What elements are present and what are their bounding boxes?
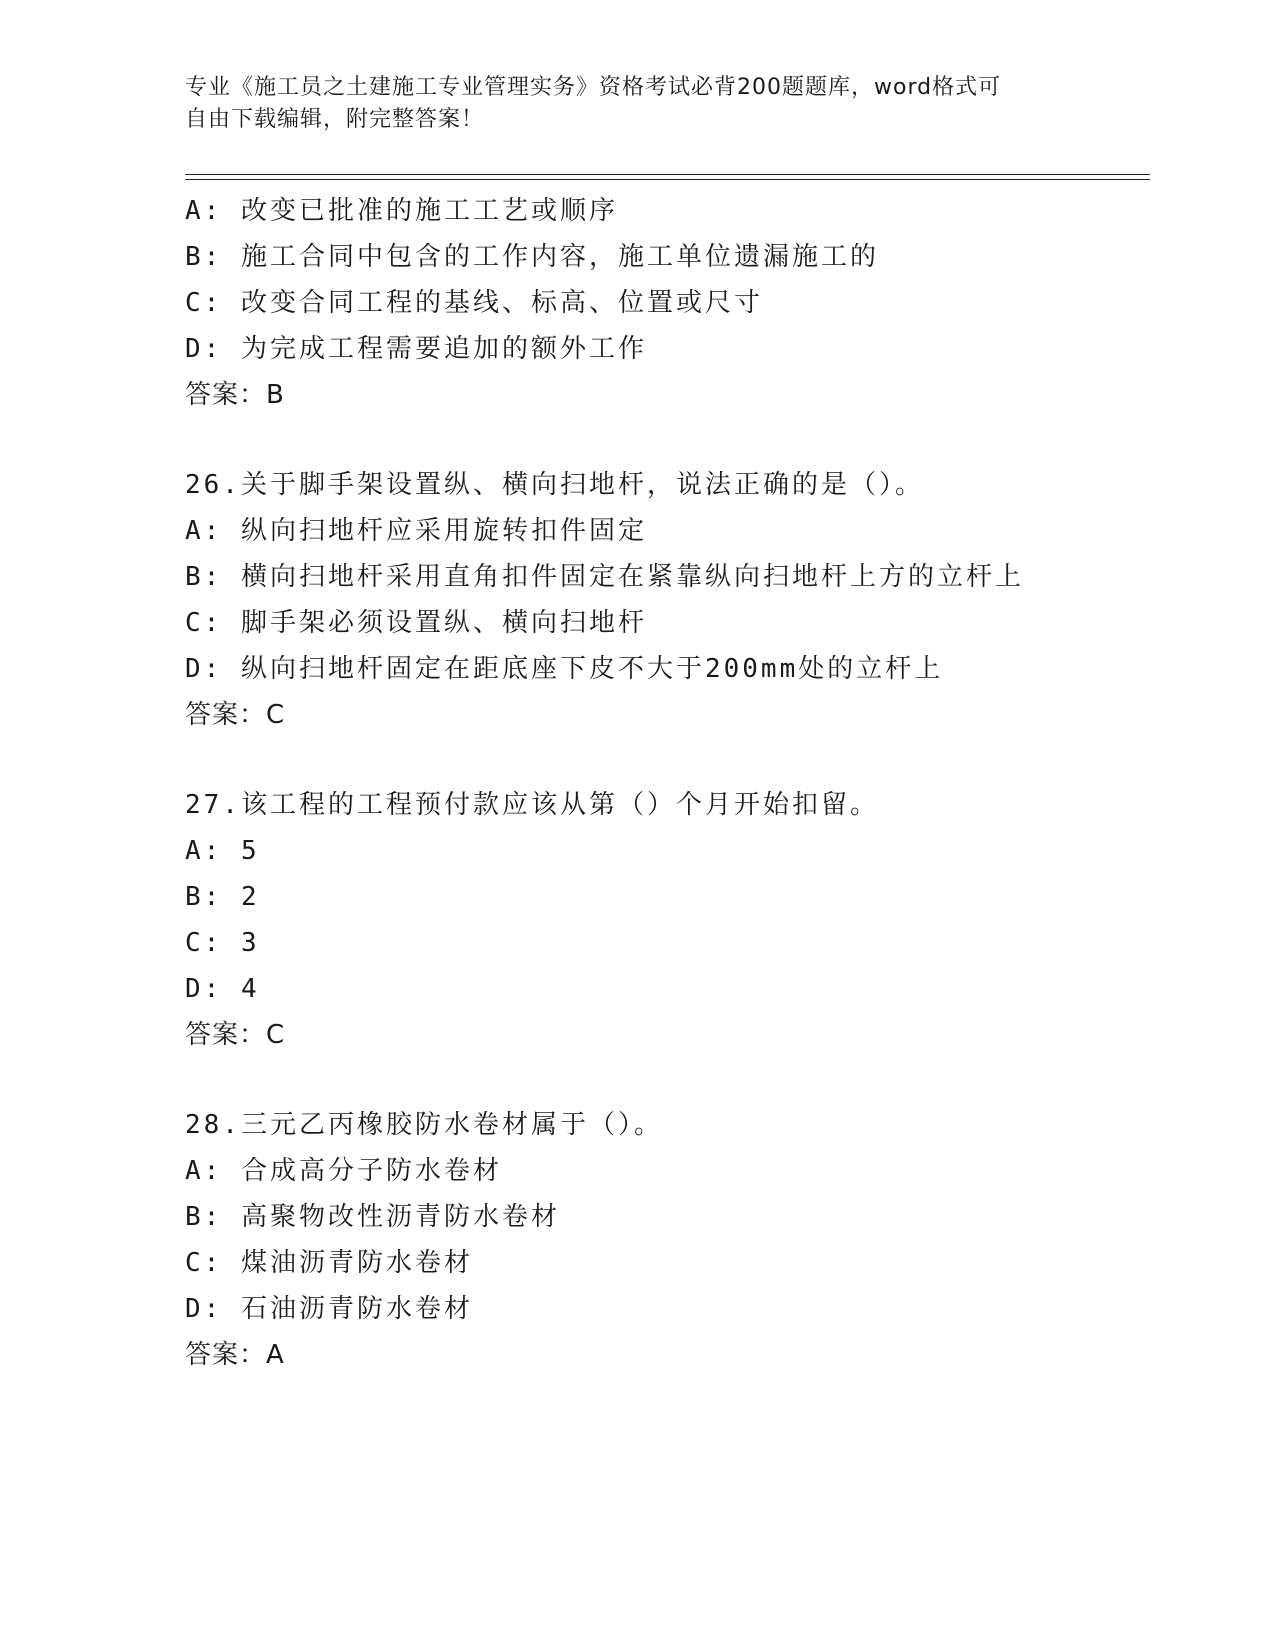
spacer	[185, 738, 1150, 782]
option-a: A: 改变已批准的施工工艺或顺序	[185, 196, 618, 226]
answer: 答案：B	[185, 380, 285, 410]
option-c: C: 3	[185, 928, 260, 958]
spacer	[185, 1058, 1150, 1102]
option-d: D: 石油沥青防水卷材	[185, 1294, 473, 1324]
answer: 答案：C	[185, 700, 286, 730]
option-b: B: 横向扫地杆采用直角扣件固定在紧靠纵向扫地杆上方的立杆上	[185, 562, 1024, 592]
question-28	[185, 1102, 1150, 1378]
option-c: C: 脚手架必须设置纵、横向扫地杆	[185, 608, 647, 638]
question-27	[185, 782, 1150, 1058]
option-c: C: 煤油沥青防水卷材	[185, 1248, 473, 1278]
option-b: B: 2	[185, 882, 260, 912]
header-rule-bottom	[185, 179, 1150, 180]
question-stem: 26.关于脚手架设置纵、横向扫地杆，说法正确的是（）。	[185, 470, 924, 500]
header-rule-top	[185, 174, 1150, 175]
spacer	[185, 418, 1150, 462]
option-a: A: 纵向扫地杆应采用旋转扣件固定	[185, 516, 647, 546]
document-header	[185, 72, 1065, 136]
header-line-1: 专业《施工员之土建施工专业管理实务》资格考试必背200题题库，word格式可	[185, 75, 1002, 100]
option-d: D: 为完成工程需要追加的额外工作	[185, 334, 647, 364]
question-stem: 27.该工程的工程预付款应该从第（）个月开始扣留。	[185, 790, 879, 820]
answer: 答案：A	[185, 1340, 285, 1370]
answer: 答案：C	[185, 1020, 286, 1050]
option-b: B: 施工合同中包含的工作内容，施工单位遗漏施工的	[185, 242, 879, 272]
option-a: A: 5	[185, 836, 260, 866]
question-25	[185, 188, 1150, 418]
option-a: A: 合成高分子防水卷材	[185, 1156, 502, 1186]
option-c: C: 改变合同工程的基线、标高、位置或尺寸	[185, 288, 763, 318]
option-d: D: 4	[185, 974, 260, 1004]
header-line-2: 自由下载编辑，附完整答案！	[185, 107, 485, 132]
option-d: D: 纵向扫地杆固定在距底座下皮不大于200mm处的立杆上	[185, 654, 944, 684]
question-list	[185, 188, 1150, 1378]
question-stem: 28.三元乙丙橡胶防水卷材属于（）。	[185, 1110, 663, 1140]
option-b: B: 高聚物改性沥青防水卷材	[185, 1202, 560, 1232]
question-26	[185, 462, 1150, 738]
